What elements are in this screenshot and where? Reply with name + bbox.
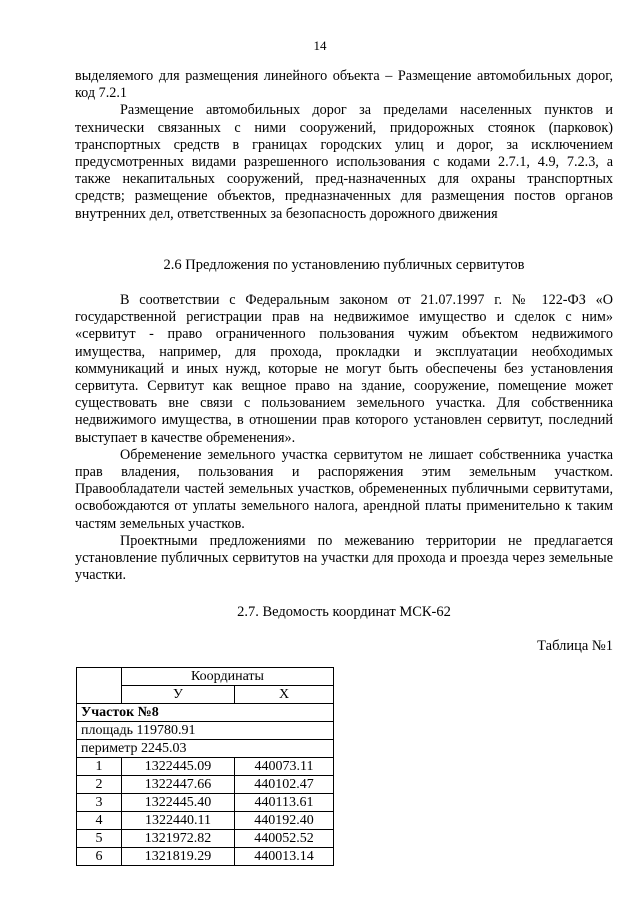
coord-y: 1322445.09 [122, 758, 235, 776]
coordinates-table [76, 667, 334, 866]
perimeter-row [77, 740, 334, 758]
table-row [77, 776, 334, 794]
table-header-row [77, 668, 334, 686]
coord-x: 440073.11 [235, 758, 334, 776]
header-y: У [122, 686, 235, 704]
plot-area: площадь 119780.91 [77, 722, 334, 740]
point-number: 2 [77, 776, 122, 794]
coord-y: 1322445.40 [122, 794, 235, 812]
paragraph: В соответствии с Федеральным законом от 21.07.1997 г. № 122-ФЗ «О государственной регистрации прав на недвижимое имущество и сделок с ним» «сервитут - право ограниченного пользования чужим объектом недвижимого имущества, например, для прохода, прокладки и эксплуатации необходимых коммуникаций и иных нужд, которые не могут быть обеспечены без установления сервитута. Сервитут как вещное право на здание, сооружение, помещение может существовать вне связи с пользованием земельного участка. Для собственника недвижимого имущества, в отношении прав которого установлен сервитут, последний выступает в качестве обременения». [75, 292, 613, 446]
paragraph: Размещение автомобильных дорог за пределами населенных пунктов и технически связанных с ними сооружений, придорожных стоянок (парковок) транспортных средств в границах городских улиц и дорог, за исключением предусмотренных видами разрешенного использования с кодами 2.7.1, 4.9, 7.2.3, а также некапитальных сооружений, пред-назначенных для охраны транспортных средств; размещение объектов, предназначенных для размещения постов органов внутренних дел, ответственных за безопасность дорожного движения [75, 102, 613, 222]
header-empty-cell [77, 668, 122, 704]
point-number: 6 [77, 848, 122, 866]
point-number: 3 [77, 794, 122, 812]
table-row [77, 830, 334, 848]
page-number: 14 [313, 38, 327, 53]
paragraph: Проектными предложениями по межеванию территории не предлагается установление публичных сервитутов на участки для прохода и проезда через земельные участки. [75, 532, 613, 584]
servitudes-text [75, 292, 613, 584]
table-row [77, 848, 334, 866]
coord-x: 440192.40 [235, 812, 334, 830]
coord-x: 440052.52 [235, 830, 334, 848]
coord-x: 440102.47 [235, 776, 334, 794]
plot-perimeter: периметр 2245.03 [77, 740, 334, 758]
coord-y: 1322447.66 [122, 776, 235, 794]
section-heading-servitudes: 2.6 Предложения по установлению публичных сервитутов [163, 257, 525, 273]
paragraph: выделяемого для размещения линейного объекта – Размещение автомобильных дорог, код 7.2.1 [75, 68, 613, 102]
point-number: 4 [77, 812, 122, 830]
area-row [77, 722, 334, 740]
coord-x: 440113.61 [235, 794, 334, 812]
paragraph: Обременение земельного участка сервитутом не лишает собственника участка прав владения, пользования и распоряжения этим земельным участком. Правообладатели частей земельных участков, обремененных публичными сервитутами, освобождаются от уплаты земельного налога, арендной платы применительно к таким частям земельных участков. [75, 446, 613, 532]
land-use-description [75, 68, 613, 223]
point-number: 5 [77, 830, 122, 848]
header-x: Х [235, 686, 334, 704]
section-heading-coordinates: 2.7. Ведомость координат МСК-62 [237, 604, 451, 620]
table-row [77, 758, 334, 776]
coord-y: 1321819.29 [122, 848, 235, 866]
table-row [77, 812, 334, 830]
plot-title-row [77, 704, 334, 722]
coord-x: 440013.14 [235, 848, 334, 866]
coord-y: 1322440.11 [122, 812, 235, 830]
header-coordinates: Координаты [122, 668, 334, 686]
table-row [77, 794, 334, 812]
coord-y: 1321972.82 [122, 830, 235, 848]
point-number: 1 [77, 758, 122, 776]
plot-title: Участок №8 [77, 704, 334, 722]
table-caption: Таблица №1 [537, 638, 613, 654]
